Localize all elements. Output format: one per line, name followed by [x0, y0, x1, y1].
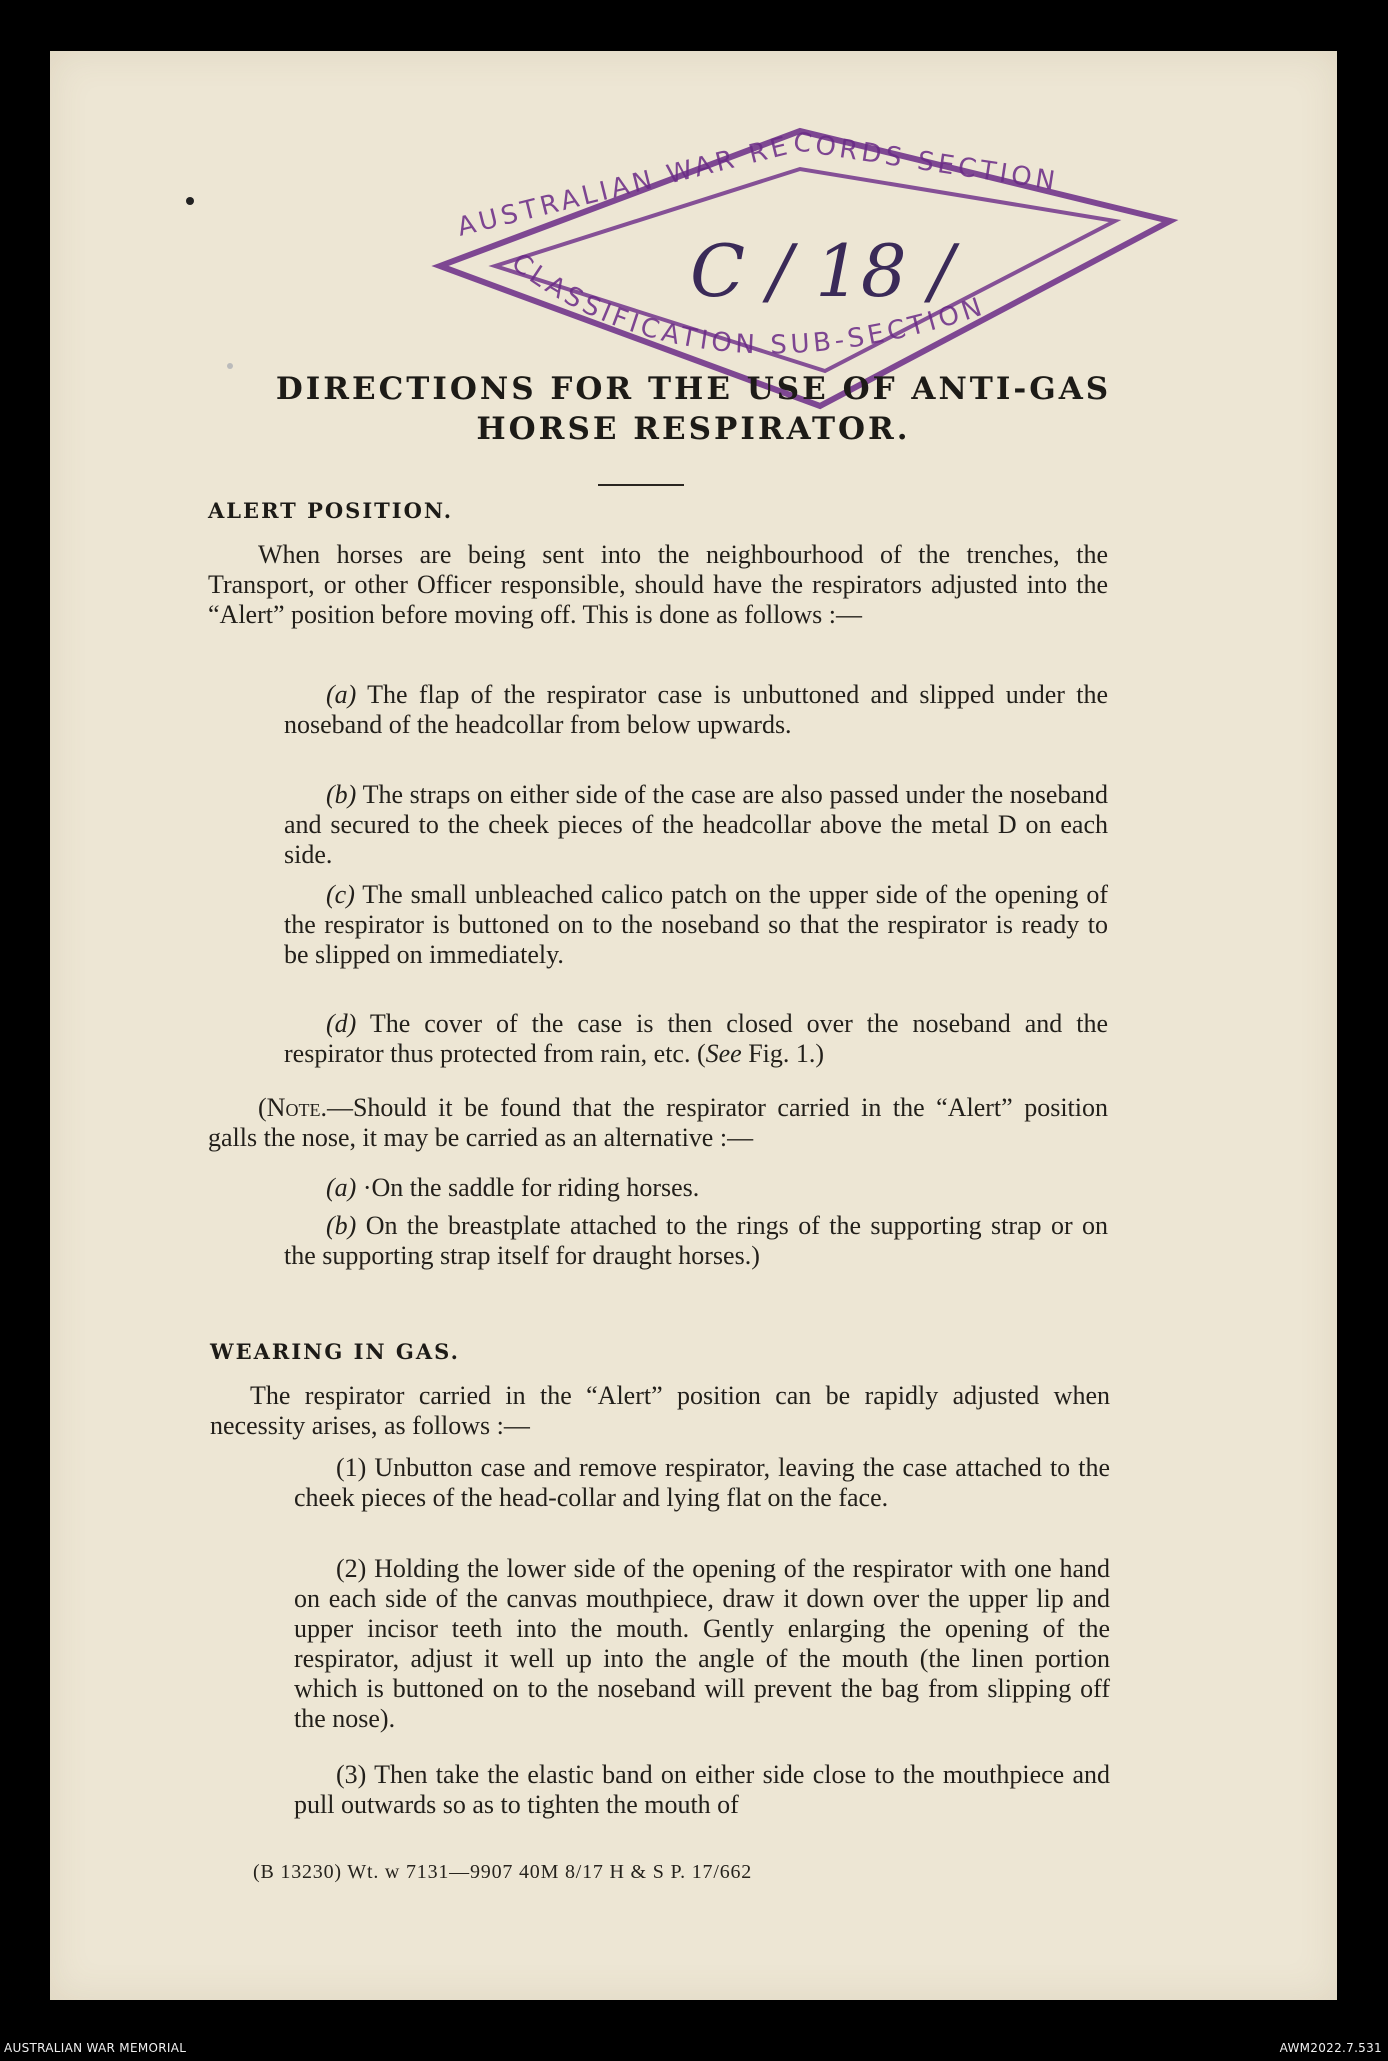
printer-imprint: (B 13230) Wt. w 7131—9907 40M 8/17 H & S P. 17/662 — [253, 1861, 753, 1883]
note-item-b-text: On the breastplate attached to the rings of the supporting strap or on the supporting strap itself for draught horses.) — [284, 1211, 1108, 1270]
alert-item-d-see: See — [705, 1039, 742, 1068]
alert-item-d-mark: (d) — [326, 1009, 357, 1038]
note-open: ( — [258, 1093, 267, 1122]
alert-item-c-text: The small unbleached calico patch on the upper side of the opening of the respirator is buttoned on to the noseband so that the respirator is ready to be slipped on immediately. — [284, 880, 1109, 969]
alert-item-c — [284, 880, 1108, 970]
wearing-step-2-text: Holding the lower side of the opening of the respirator with one hand on each side of the canvas mouthpiece, draw it down over the upper lip and upper incisor teeth into the mouth. Gently enlarging the opening of the respirator, adjust it well up into the angle of the mouth (the linen portion which is buttoned on to the noseband will prevent the bag from slipping off the nose). — [294, 1554, 1110, 1733]
title-rule — [598, 484, 684, 486]
note-item-a-text: ·On the saddle for riding horses. — [362, 1173, 700, 1202]
note-item-a-mark: (a) — [326, 1173, 357, 1202]
wearing-step-1 — [294, 1453, 1110, 1513]
note-text: .—Should it be found that the respirator carried in the “Alert” position galls the nose, it may be carried as an alternative :— — [208, 1093, 1108, 1152]
note-item-a — [284, 1173, 1108, 1203]
wearing-step-3-mark: (3) — [336, 1760, 367, 1789]
stamp-bottom-text: CLASSIFICATION SUB-SECTION — [505, 247, 990, 361]
alert-intro — [208, 540, 1108, 630]
alert-item-c-mark: (c) — [326, 880, 355, 909]
alert-item-a-mark: (a) — [326, 680, 357, 709]
document-page — [50, 51, 1337, 2000]
stamp-handwritten-number: C / 18 / — [690, 229, 954, 313]
wearing-intro-text: The respirator carried in the “Alert” position can be rapidly adjusted when necessity arises, as follows :— — [210, 1381, 1110, 1440]
note-item-b-mark: (b) — [326, 1211, 357, 1240]
wearing-step-1-text: Unbutton case and remove respirator, leaving the case attached to the cheek pieces of the head-collar and lying flat on the face. — [294, 1453, 1110, 1512]
alert-item-b — [284, 780, 1108, 870]
alert-item-b-text: The straps on either side of the case are also passed under the noseband and secured to the cheek pieces of the headcollar above the metal D on each side. — [284, 780, 1109, 869]
stamp-top-text: AUSTRALIAN WAR RECORDS SECTION — [454, 127, 1061, 243]
wearing-step-1-mark: (1) — [336, 1453, 367, 1482]
note-label: Note — [266, 1093, 321, 1122]
title-line-2: HORSE RESPIRATOR. — [476, 411, 911, 447]
wearing-step-2-mark: (2) — [336, 1554, 367, 1583]
note-paragraph — [208, 1093, 1108, 1153]
heading-wearing-in-gas: WEARING IN GAS. — [210, 1339, 460, 1364]
wearing-step-2 — [294, 1554, 1110, 1734]
alert-item-d — [284, 1009, 1108, 1069]
footer-institution: AUSTRALIAN WAR MEMORIAL — [4, 2041, 187, 2055]
heading-alert-position: ALERT POSITION. — [208, 498, 454, 523]
alert-intro-text: When horses are being sent into the neighbourhood of the trenches, the Transport, or other Officer responsible, should have the respirators adjusted into the “Alert” position before moving off. This is done as follows :— — [208, 540, 1108, 629]
wearing-step-3-text: Then take the elastic band on either side close to the mouthpiece and pull outwards so as to tighten the mouth of — [294, 1760, 1111, 1819]
footer-accession-number: AWM2022.7.531 — [1279, 2041, 1382, 2055]
wearing-intro — [210, 1381, 1110, 1441]
note-item-b — [284, 1211, 1108, 1271]
alert-item-a — [284, 680, 1108, 740]
alert-item-b-mark: (b) — [326, 780, 357, 809]
alert-item-d-text: The cover of the case is then closed over the noseband and the respirator thus protected from rain, etc. ( — [284, 1009, 1109, 1068]
alert-item-d-fig: Fig. 1.) — [741, 1039, 825, 1068]
alert-item-a-text: The flap of the respirator case is unbuttoned and slipped under the noseband of the headcollar from below upwards. — [284, 680, 1109, 739]
title-line-1: DIRECTIONS FOR THE USE OF ANTI-GAS — [275, 371, 1112, 407]
document-title — [150, 369, 1237, 449]
wearing-step-3 — [294, 1760, 1110, 1820]
